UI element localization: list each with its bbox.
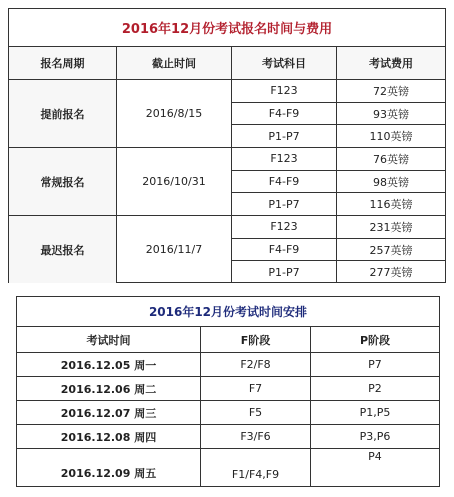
period-cell: 提前报名: [9, 80, 117, 147]
subject-cell: F123: [232, 216, 337, 238]
subject-cell: P1-P7: [232, 125, 337, 147]
fee-cell: 93英镑: [373, 107, 409, 121]
p-stage-cell: P4: [368, 450, 382, 463]
f-stage-cell: F3/F6: [201, 425, 311, 448]
schedule-row: [17, 353, 439, 377]
deadline-cell: 2016/8/15: [117, 80, 232, 147]
fees-table-header: [9, 47, 445, 80]
f-stage-cell: F2/F8: [201, 353, 311, 376]
fee-row: [232, 103, 445, 126]
header-period: 报名周期: [9, 47, 117, 79]
fee-row: [232, 125, 445, 147]
fee-cell: 76英镑: [373, 152, 409, 166]
header-subject: 考试科目: [232, 47, 337, 79]
exam-date-cell: 2016.12.08 周四: [17, 425, 201, 448]
fee-cell: 231英镑: [369, 220, 413, 234]
schedule-row: [17, 377, 439, 401]
fee-row: [232, 80, 445, 103]
deadline-cell: 2016/11/7: [117, 216, 232, 283]
schedule-row: [17, 401, 439, 425]
p-stage-cell: P2: [368, 382, 382, 395]
fee-cell: 257英镑: [369, 243, 413, 257]
deadline-cell: 2016/10/31: [117, 148, 232, 215]
schedule-table-header: [17, 327, 439, 353]
fee-cell: 110英镑: [369, 130, 413, 144]
schedule-row: [17, 425, 439, 449]
f-stage-cell: F5: [201, 401, 311, 424]
subject-cell: F4-F9: [232, 103, 337, 125]
subject-cell: F4-F9: [232, 171, 337, 193]
fee-row: [232, 193, 445, 215]
p-stage-cell: P7: [368, 358, 382, 371]
period-cell: 常规报名: [9, 148, 117, 215]
header-p-stage: P阶段: [359, 333, 391, 347]
exam-date-cell: 2016.12.09 周五: [17, 449, 201, 486]
fee-group-early: [9, 80, 445, 148]
p-stage-cell: P3,P6: [359, 430, 391, 443]
fee-cell: 116英镑: [369, 198, 413, 212]
header-f-stage: F阶段: [201, 327, 311, 352]
exam-date-cell: 2016.12.05 周一: [17, 353, 201, 376]
exam-date-cell: 2016.12.07 周三: [17, 401, 201, 424]
exam-date-cell: 2016.12.06 周二: [17, 377, 201, 400]
fee-group-late: [9, 216, 445, 283]
fee-group-regular: [9, 148, 445, 216]
schedule-table: [16, 296, 440, 487]
fee-row: [232, 216, 445, 239]
fee-row: [232, 171, 445, 194]
fee-row: [232, 148, 445, 171]
fee-row: [232, 239, 445, 262]
subject-cell: F123: [232, 80, 337, 102]
fee-cell: 98英镑: [373, 175, 409, 189]
fees-table: [8, 8, 446, 283]
header-deadline: 截止时间: [117, 47, 232, 79]
subject-cell: F4-F9: [232, 239, 337, 261]
subject-cell: P1-P7: [232, 193, 337, 215]
fee-cell: 72英镑: [373, 84, 409, 98]
subject-cell: P1-P7: [232, 261, 337, 283]
subject-cell: F123: [232, 148, 337, 170]
fee-cell: 277英镑: [369, 266, 413, 280]
p-stage-cell: P1,P5: [359, 406, 391, 419]
schedule-table-title: 2016年12月份考试时间安排: [17, 297, 439, 327]
fees-table-title: 2016年12月份考试报名时间与费用: [9, 9, 445, 47]
header-exam-time: 考试时间: [17, 327, 201, 352]
f-stage-cell: F7: [201, 377, 311, 400]
schedule-row: [17, 449, 439, 486]
period-cell: 最迟报名: [9, 216, 117, 283]
header-fee: 考试费用: [369, 57, 413, 70]
f-stage-cell: F1/F4,F9: [201, 449, 311, 486]
fee-row: [232, 261, 445, 283]
